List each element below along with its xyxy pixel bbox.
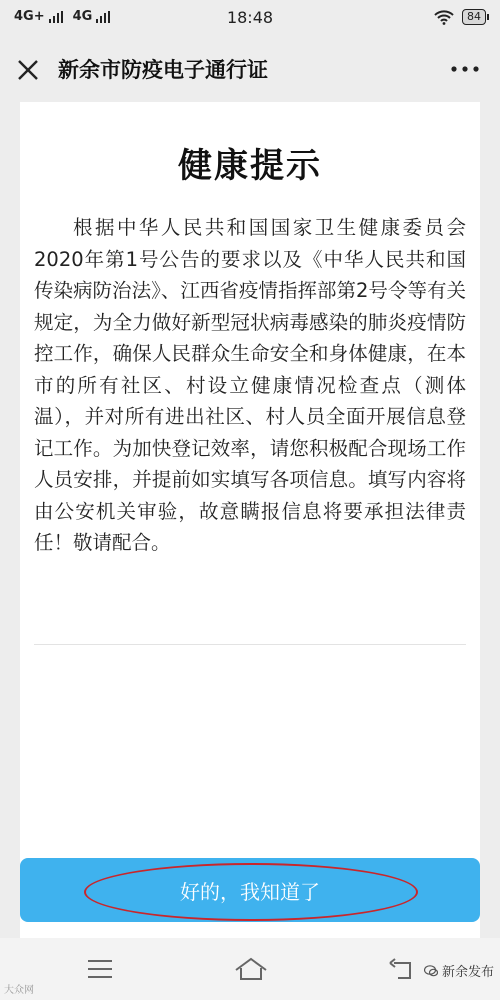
acknowledge-button-label: 好的，我知道了 (180, 879, 320, 904)
notice-body: 根据中华人民共和国国家卫生健康委员会2020年第1号公告的要求以及《中华人民共和国传染病防治法》、江西省疫情指挥部第2号令等有关规定，为全力做好新型冠状病毒感染的肺炎疫情防控工作，确保人民群众生命安全和身体健康，在本市的所有社区、村设立健康情况检查点（测体温），并对所有进出社区、村人员全面开展信息登记工作。为加快登记效率，请您积极配合现场工作人员安排，并提前如实填写各项信息。填写内容将由公安机关审验，故意瞒报信息将要承担法律责任！敬请配合。 (34, 216, 466, 554)
title-bar (0, 34, 500, 102)
menu-icon[interactable] (86, 958, 114, 980)
page-title: 新余市防疫电子通行证 (58, 58, 268, 82)
status-right (434, 9, 486, 25)
divider (34, 644, 466, 645)
clock: 18:48 (226, 8, 274, 27)
watermark-right (424, 961, 494, 980)
watermark-left: 大众网 (4, 985, 34, 996)
wechat-icon (424, 965, 438, 977)
status-bar (0, 0, 500, 34)
system-nav-bar (0, 938, 500, 1000)
network-type-2: 4G (72, 9, 93, 24)
home-icon[interactable] (233, 956, 269, 982)
acknowledge-button[interactable] (20, 858, 480, 922)
close-icon[interactable] (12, 54, 44, 86)
watermark-right-text: 新余发布 (441, 965, 494, 980)
health-notice-card (20, 102, 480, 938)
network-type-1: 4G+ (14, 9, 45, 24)
more-icon[interactable] (448, 56, 482, 82)
back-icon[interactable] (388, 958, 416, 982)
notice-heading: 健康提示 (178, 146, 322, 186)
wifi-icon (434, 10, 454, 25)
battery-icon: 84 (462, 9, 486, 25)
